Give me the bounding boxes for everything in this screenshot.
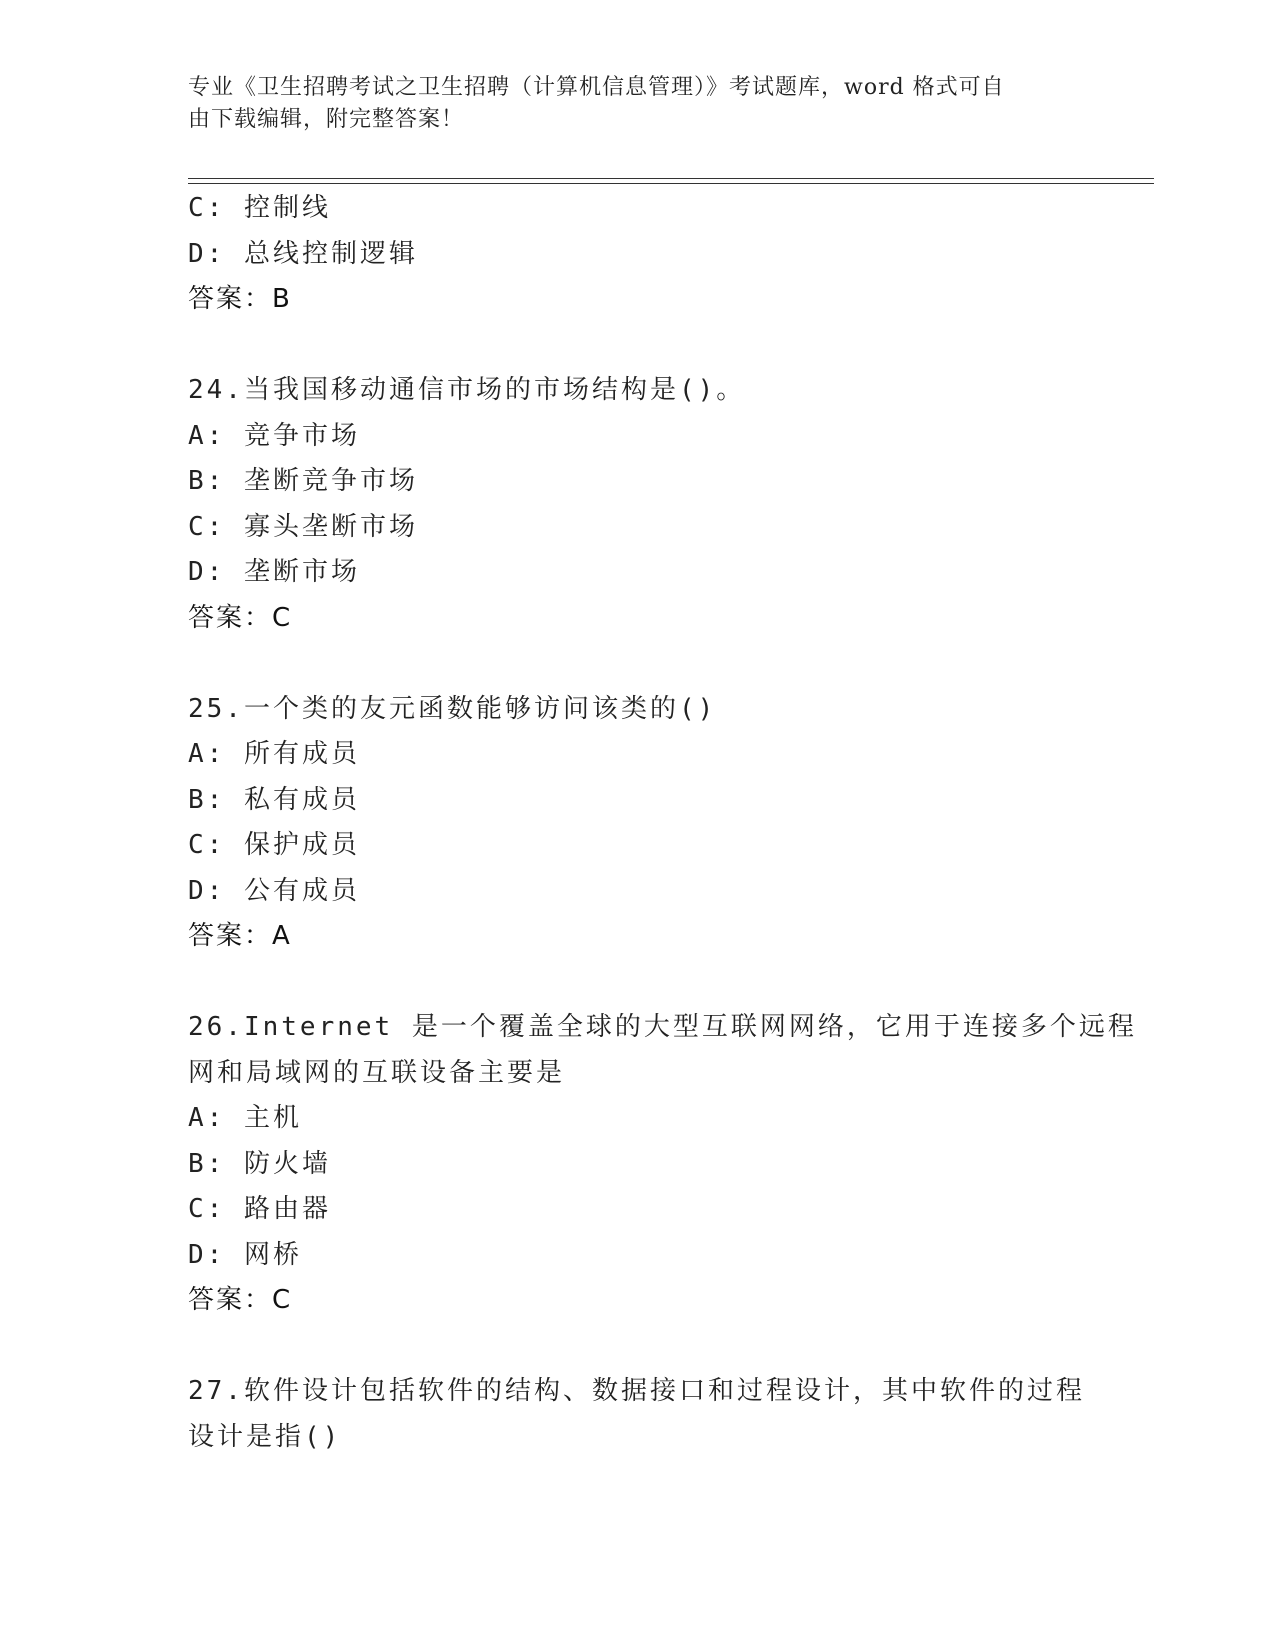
option-a: A: 所有成员 (188, 739, 360, 769)
option-c: C: 控制线 (188, 193, 331, 223)
option-c: C: 保护成员 (188, 830, 360, 860)
spacer (188, 641, 1088, 687)
header-line-1: 专业《卫生招聘考试之卫生招聘（计算机信息管理）》考试题库，word 格式可自 (188, 75, 1005, 100)
answer-line: 答案：A (188, 921, 292, 951)
option-b: B: 垄断竞争市场 (188, 466, 418, 496)
answer-line: 答案：C (188, 1285, 293, 1315)
question-stem: 24.当我国移动通信市场的市场结构是()。 (188, 375, 746, 405)
header-divider-top (188, 178, 1154, 179)
option-d: D: 公有成员 (188, 875, 360, 906)
option-b: B: 私有成员 (188, 784, 360, 815)
question-stem-line-1: 27.软件设计包括软件的结构、数据接口和过程设计，其中软件的过程 (188, 1376, 1085, 1406)
header-line-2: 由下载编辑，附完整答案！ (188, 107, 465, 132)
question-stem: 25.一个类的友元函数能够访问该类的() (188, 693, 717, 724)
question-list (188, 186, 1137, 1460)
question-25 (188, 687, 1088, 960)
option-d: D: 垄断市场 (188, 557, 360, 587)
question-stem-line-2: 设计是指() (188, 1421, 342, 1452)
option-c: C: 寡头垄断市场 (188, 511, 418, 542)
header-divider-bottom (188, 183, 1154, 184)
spacer (188, 323, 1088, 369)
question-stem-line-1: 26.Internet 是一个覆盖全球的大型互联网网络，它用于连接多个远程 (188, 1012, 1137, 1042)
option-a: A: 主机 (188, 1103, 302, 1133)
option-d: D: 网桥 (188, 1239, 302, 1270)
answer-line: 答案：B (188, 284, 292, 314)
spacer (188, 1324, 1088, 1370)
spacer (188, 960, 1088, 1006)
option-c: C: 路由器 (188, 1194, 331, 1224)
option-d: D: 总线控制逻辑 (188, 238, 418, 269)
option-b: B: 防火墙 (188, 1148, 331, 1179)
question-stem-line-2: 网和局域网的互联设备主要是 (188, 1057, 566, 1088)
question-24 (188, 368, 1088, 641)
answer-line: 答案：C (188, 602, 293, 633)
question-27 (188, 1369, 1088, 1460)
question-23-tail (188, 186, 1088, 323)
option-a: A: 竞争市场 (188, 420, 360, 451)
document-header (188, 72, 1068, 136)
question-26 (188, 1005, 1137, 1324)
